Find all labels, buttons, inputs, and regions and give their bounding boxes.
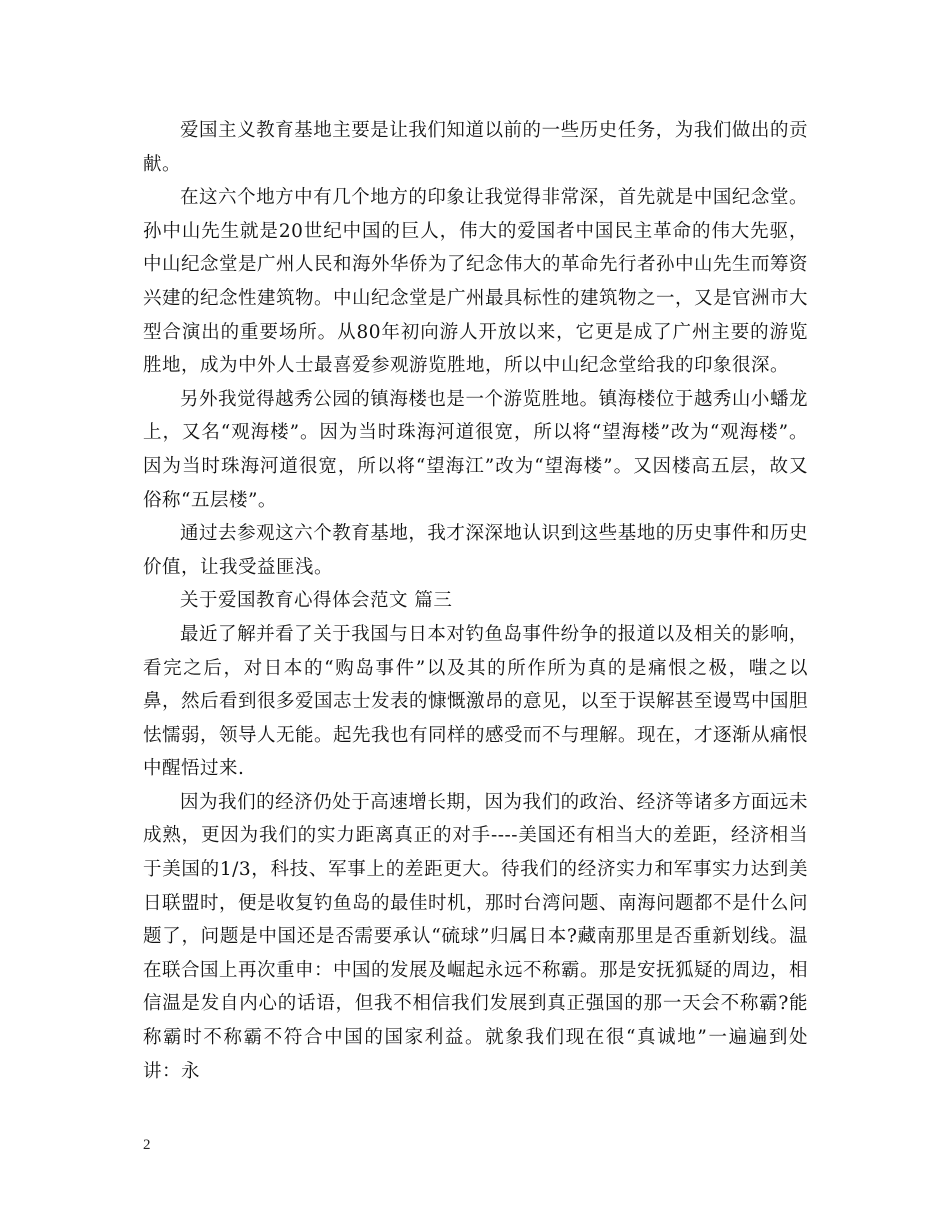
- paragraph-6: 因为我们的经济仍处于高速增长期，因为我们的政治、经济等诸多方面远未成熟，更因为我们的实力距离真正的对手----美国还有相当大的差距，经济相当于美国的1/3，科技、军事上的差距更大。待我们的经济实力和军事实力达到美日联盟时，便是收复钓鱼岛的最佳时机，那时台湾问题、南海问题都不是什么问题了，问题是中国还是否需要承认“硫球”归属日本?藏南那里是否重新划线。温在联合国上再次重申：中国的发展及崛起永远不称霸。那是安抚狐疑的周边，相信温是发自内心的话语，但我不相信我们发展到真正强国的那一天会不称霸?能称霸时不称霸不符合中国的国家利益。就象我们现在很“真诚地”一遍遍到处讲：永: [143, 791, 809, 1082]
- paragraph-4: 通过去参观这六个教育基地，我才深深地认识到这些基地的历史事件和历史价值，让我受益匪浅。: [143, 523, 808, 578]
- section-heading: 关于爱国教育心得体会范文 篇三: [180, 590, 453, 612]
- paragraph-2: 在这六个地方中有几个地方的印象让我觉得非常深，首先就是中国纪念堂。孙中山先生就是20世纪中国的巨人，伟大的爱国者中国民主革命的伟大先驱，中山纪念堂是广州人民和海外华侨为了纪念伟大的革命先行者孙中山先生而筹资兴建的纪念性建筑物。中山纪念堂是广州最具标性的建筑物之一，又是官洲市大型合演出的重要场所。从80年初向游人开放以来，它更是成了广州主要的游览胜地，成为中外人士最喜爱参观游览胜地，所以中山纪念堂给我的印象很深。: [143, 187, 809, 377]
- page-number: 2: [143, 1137, 151, 1153]
- paragraph-3: 另外我觉得越秀公园的镇海楼也是一个游览胜地。镇海楼位于越秀山小蟠龙上，又名“观海楼”。因为当时珠海河道很宽，所以将“望海楼”改为“观海楼”。因为当时珠海河道很宽，所以将“望海江”改为“望海楼”。又因楼高五层，故又俗称“五层楼”。: [143, 388, 808, 511]
- paragraph-1: 爱国主义教育基地主要是让我们知道以前的一些历史任务，为我们做出的贡献。: [143, 120, 808, 175]
- document-body: [143, 114, 808, 1088]
- paragraph-5: 最近了解并看了关于我国与日本对钓鱼岛事件纷争的报道以及相关的影响，看完之后，对日本的“购岛事件”以及其的所作所为真的是痛恨之极，嗤之以鼻，然后看到很多爱国志士发表的慷慨激昂的意见，以至于误解甚至谩骂中国胆怯懦弱，领导人无能。起先我也有同样的感受而不与理解。现在，才逐渐从痛恨中醒悟过来.: [143, 623, 809, 780]
